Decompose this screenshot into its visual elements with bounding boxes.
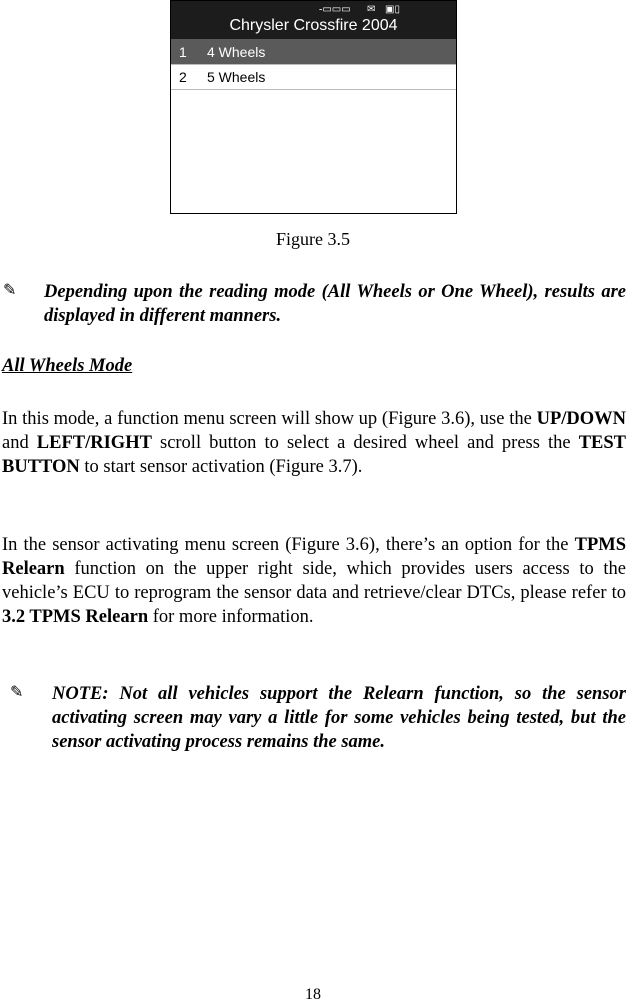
device-header [171, 1, 456, 39]
pencil-icon: ✎ [3, 282, 17, 299]
item-label: 5 Wheels [207, 69, 266, 85]
menu-item[interactable] [171, 39, 456, 65]
paragraph-1: In this mode, a function menu screen will show up (Figure 3.6), use the UP/DOWN and LEFT/RIGHT scroll button to select a desired wheel and press the TEST BUTTON to start sensor activation (Figure 3.7). [2, 409, 626, 477]
paragraph-2: In the sensor activating menu screen (Figure 3.6), there’s an option for the TPMS Relearn function on the upper right side, which provides users access to the vehicle’s ECU to reprogram the sensor data and retrieve/clear DTCs, please refer to 3.2 TPMS Relearn for more information. [2, 535, 626, 627]
battery-icon: ▣▯ [385, 4, 400, 15]
menu-item[interactable] [171, 65, 456, 90]
mail-icon: ✉ [367, 4, 376, 15]
obd-connector-icon: -▭▭▭ [319, 4, 351, 15]
page-number: 18 [305, 986, 321, 1003]
note-1: Depending upon the reading mode (All Wheels or One Wheel), results are displayed in different manners. [44, 282, 626, 326]
figure-caption: Figure 3.5 [276, 229, 350, 249]
item-number: 1 [179, 43, 187, 60]
section-heading: All Wheels Mode [2, 356, 133, 376]
device-title: Chrysler Crossfire 2004 [229, 17, 398, 34]
pencil-icon: ✎ [10, 684, 24, 701]
note-2: NOTE: Not all vehicles support the Relearn function, so the sensor activating screen may vary a little for some vehicles being tested, but the sensor activating process remains the same. [52, 684, 626, 752]
device-screenshot [170, 0, 457, 214]
item-label: 4 Wheels [207, 43, 266, 60]
item-number: 2 [179, 69, 187, 85]
